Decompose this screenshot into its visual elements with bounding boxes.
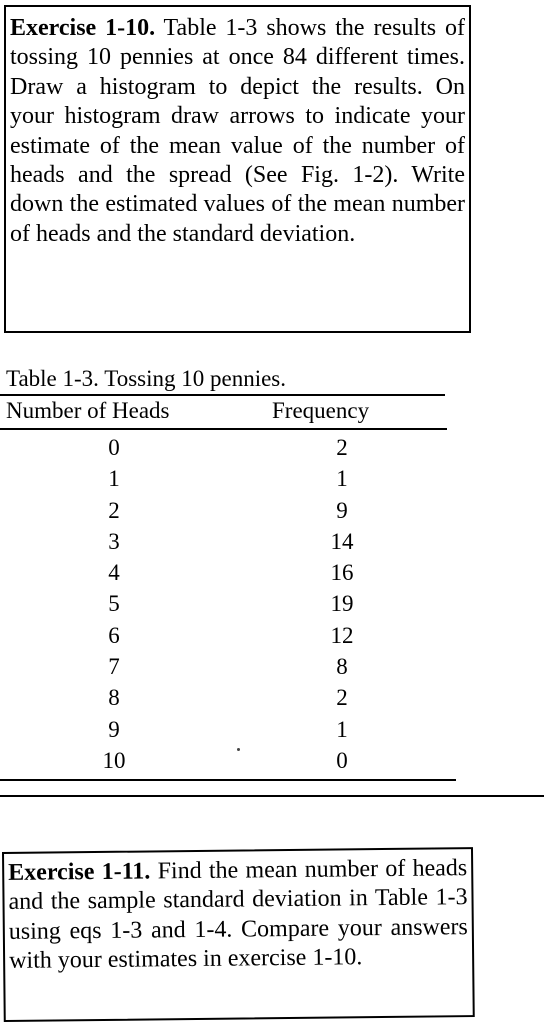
table-row xyxy=(0,746,544,777)
frequency-cell: 9 xyxy=(336,497,348,523)
heads-cell: 0 xyxy=(108,435,120,460)
heads-cell: 9 xyxy=(108,716,120,742)
heads-cell: 10 xyxy=(102,747,126,773)
table-row xyxy=(0,652,544,683)
frequency-cell: 1 xyxy=(336,466,348,492)
exercise-1-11-body: Find the mean number of heads and the sample standard deviation in Table 1-3 using eqs 1-3 and 1-4. Compare your answers with your estimates in exercise 1-10. xyxy=(8,855,468,975)
frequency-cell: 14 xyxy=(330,528,354,554)
table-row xyxy=(0,621,544,652)
table-bottom-rule xyxy=(0,779,456,781)
heads-cell: 5 xyxy=(108,591,120,617)
heads-cell: 1 xyxy=(108,466,120,492)
table-row xyxy=(0,496,544,527)
heads-cell: 6 xyxy=(108,622,120,648)
frequency-cell: 1 xyxy=(336,716,348,742)
frequency-cell: 16 xyxy=(330,560,354,586)
stray-mark xyxy=(237,748,240,751)
frequency-cell: 0 xyxy=(336,747,348,773)
table-row xyxy=(0,464,544,495)
table-row xyxy=(0,715,544,746)
table-top-rule xyxy=(0,394,445,396)
heads-cell: 4 xyxy=(108,560,120,586)
column-header-frequency: Frequency xyxy=(272,398,370,423)
heads-cell: 7 xyxy=(108,654,120,680)
column-header-number-of-heads: Number of Heads xyxy=(6,398,170,423)
table-body xyxy=(0,433,544,777)
exercise-1-10-body: Table 1-3 shows the results of tossing 10 pennies at once 84 different times. Draw a histogram to depict the results. On your histogram draw arrows to indicate your estimate of the mean value of the number of heads and the spread (See Fig. 1-2). Write down the estimated values of the mean number of heads and the standard deviation. xyxy=(10,15,466,247)
exercise-1-11-box xyxy=(2,847,475,1022)
table-row xyxy=(0,433,544,464)
table-header-rule xyxy=(0,428,447,430)
table-caption: Table 1-3. Tossing 10 pennies. xyxy=(6,366,286,391)
table-row xyxy=(0,558,544,589)
frequency-cell: 8 xyxy=(336,654,348,680)
frequency-cell: 2 xyxy=(336,685,348,711)
frequency-cell: 2 xyxy=(336,435,348,460)
frequency-cell: 12 xyxy=(330,622,354,648)
exercise-1-10-box xyxy=(4,5,471,333)
page-divider-rule xyxy=(0,795,544,797)
exercise-1-10-title: Exercise 1-10. xyxy=(10,15,156,41)
table-row xyxy=(0,683,544,714)
exercise-1-11-title: Exercise 1-11. xyxy=(8,858,151,886)
heads-cell: 3 xyxy=(108,528,120,554)
heads-cell: 2 xyxy=(108,497,120,523)
table-row xyxy=(0,589,544,620)
heads-cell: 8 xyxy=(108,685,120,711)
frequency-cell: 19 xyxy=(330,591,354,617)
table-row xyxy=(0,527,544,558)
